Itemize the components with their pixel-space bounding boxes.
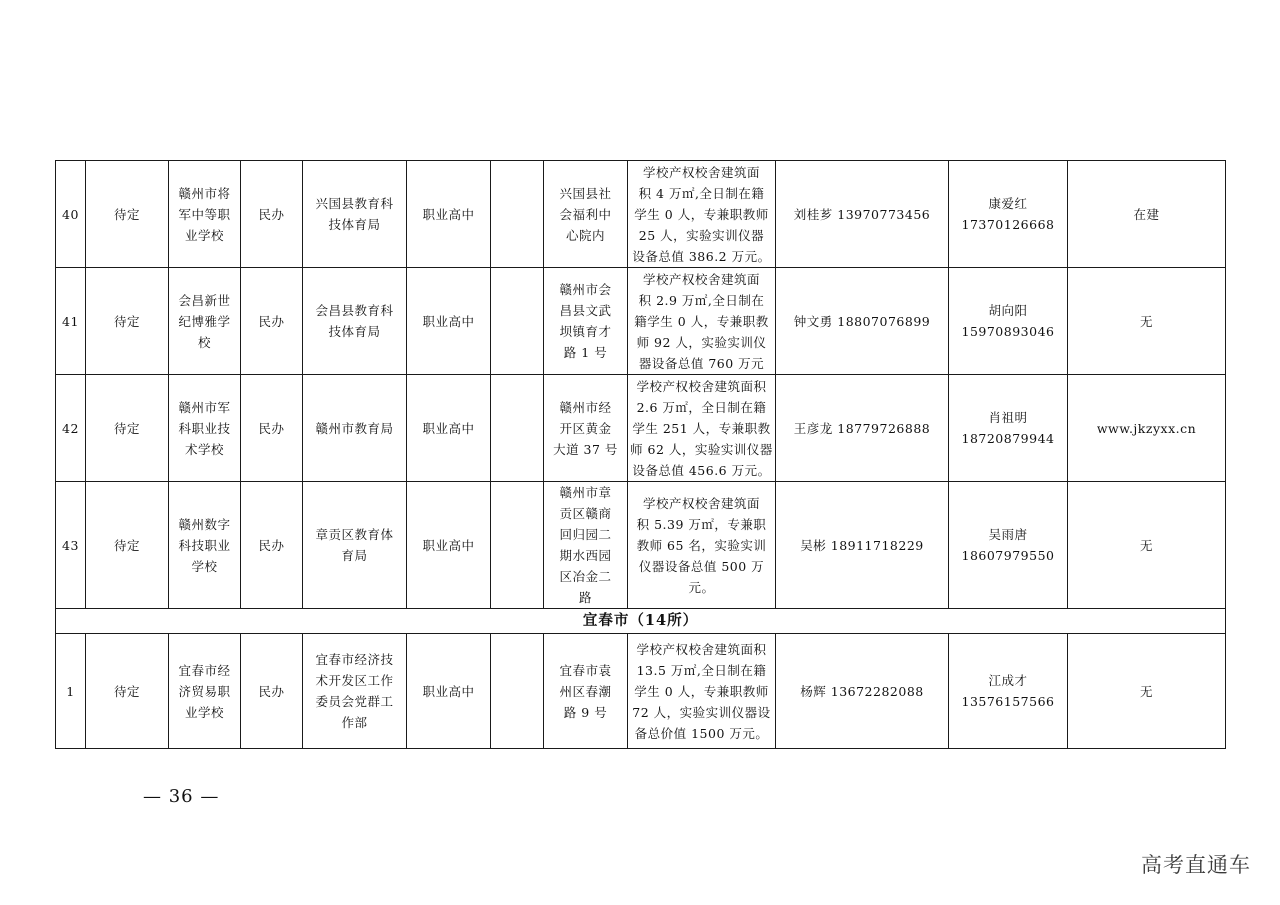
description-cell: 学校产权校舍建筑面 积 5.39 万㎡，专兼职 教师 65 名，实验实训 仪器设备总值 500 万 元。 <box>628 482 776 609</box>
authority-cell: 兴国县教育科 技体育局 <box>303 161 407 268</box>
contact-cell: 杨辉 13672282088 <box>776 634 949 749</box>
level-cell: 职业高中 <box>407 634 491 749</box>
blank-cell <box>491 375 544 482</box>
principal-contact-cell: 吴雨唐 18607979550 <box>949 482 1068 609</box>
authority-cell: 赣州市教育局 <box>303 375 407 482</box>
table-row <box>56 482 1226 609</box>
blank-cell <box>491 268 544 375</box>
school-type-cell: 民办 <box>241 482 303 609</box>
contact-cell: 钟文勇 18807076899 <box>776 268 949 375</box>
row-number: 41 <box>56 268 86 375</box>
contact-cell: 吴彬 18911718229 <box>776 482 949 609</box>
school-type-cell: 民办 <box>241 375 303 482</box>
school-type-cell: 民办 <box>241 268 303 375</box>
page-number: — 36 — <box>143 786 220 807</box>
principal-contact-cell: 江成才 13576157566 <box>949 634 1068 749</box>
status-cell: 待定 <box>86 634 169 749</box>
table-row <box>56 634 1226 749</box>
description-cell: 学校产权校舍建筑面积 13.5 万㎡,全日制在籍 学生 0 人，专兼职教师 72 人，实验实训仪器设 备总价值 1500 万元。 <box>628 634 776 749</box>
authority-cell: 宜春市经济技 术开发区工作 委员会党群工 作部 <box>303 634 407 749</box>
description-cell: 学校产权校舍建筑面 积 4 万㎡,全日制在籍 学生 0 人，专兼职教师 25 人，实验实训仪器 设备总值 386.2 万元。 <box>628 161 776 268</box>
section-title: 宜春市（14所） <box>56 609 1226 634</box>
table-row <box>56 268 1226 375</box>
website-cell: www.jkzyxx.cn <box>1068 375 1226 482</box>
address-cell: 宜春市袁 州区春潮 路 9 号 <box>544 634 628 749</box>
authority-cell: 会昌县教育科 技体育局 <box>303 268 407 375</box>
table-row <box>56 161 1226 268</box>
level-cell: 职业高中 <box>407 268 491 375</box>
row-number: 43 <box>56 482 86 609</box>
status-cell: 待定 <box>86 375 169 482</box>
note-cell: 无 <box>1068 482 1226 609</box>
contact-cell: 王彦龙 18779726888 <box>776 375 949 482</box>
table-row <box>56 375 1226 482</box>
school-name-cell: 赣州市将 军中等职 业学校 <box>169 161 241 268</box>
principal-contact-cell: 胡向阳 15970893046 <box>949 268 1068 375</box>
blank-cell <box>491 482 544 609</box>
note-cell: 在建 <box>1068 161 1226 268</box>
school-table <box>55 160 1226 749</box>
row-number: 40 <box>56 161 86 268</box>
contact-cell: 刘桂芗 13970773456 <box>776 161 949 268</box>
description-cell: 学校产权校舍建筑面积 2.6 万㎡，全日制在籍 学生 251 人，专兼职教 师 62 人，实验实训仪器 设备总值 456.6 万元。 <box>628 375 776 482</box>
address-cell: 兴国县社 会福利中 心院内 <box>544 161 628 268</box>
section-header-row <box>56 609 1226 634</box>
address-cell: 赣州市经 开区黄金 大道 37 号 <box>544 375 628 482</box>
address-cell: 赣州市章 贡区赣商 回归园二 期水西园 区冶金二 路 <box>544 482 628 609</box>
school-name-cell: 会昌新世 纪博雅学 校 <box>169 268 241 375</box>
school-name-cell: 赣州数字 科技职业 学校 <box>169 482 241 609</box>
watermark-text: 高考直通车 <box>1141 853 1251 877</box>
school-type-cell: 民办 <box>241 634 303 749</box>
school-type-cell: 民办 <box>241 161 303 268</box>
row-number: 42 <box>56 375 86 482</box>
note-cell: 无 <box>1068 634 1226 749</box>
principal-contact-cell: 康爱红 17370126668 <box>949 161 1068 268</box>
blank-cell <box>491 634 544 749</box>
authority-cell: 章贡区教育体 育局 <box>303 482 407 609</box>
principal-contact-cell: 肖祖明 18720879944 <box>949 375 1068 482</box>
status-cell: 待定 <box>86 161 169 268</box>
school-name-cell: 宜春市经 济贸易职 业学校 <box>169 634 241 749</box>
description-cell: 学校产权校舍建筑面 积 2.9 万㎡,全日制在 籍学生 0 人，专兼职教 师 92 人，实验实训仪 器设备总值 760 万元 <box>628 268 776 375</box>
school-name-cell: 赣州市军 科职业技 术学校 <box>169 375 241 482</box>
address-cell: 赣州市会 昌县文武 坝镇育才 路 1 号 <box>544 268 628 375</box>
status-cell: 待定 <box>86 482 169 609</box>
note-cell: 无 <box>1068 268 1226 375</box>
blank-cell <box>491 161 544 268</box>
level-cell: 职业高中 <box>407 161 491 268</box>
level-cell: 职业高中 <box>407 482 491 609</box>
row-number: 1 <box>56 634 86 749</box>
level-cell: 职业高中 <box>407 375 491 482</box>
status-cell: 待定 <box>86 268 169 375</box>
